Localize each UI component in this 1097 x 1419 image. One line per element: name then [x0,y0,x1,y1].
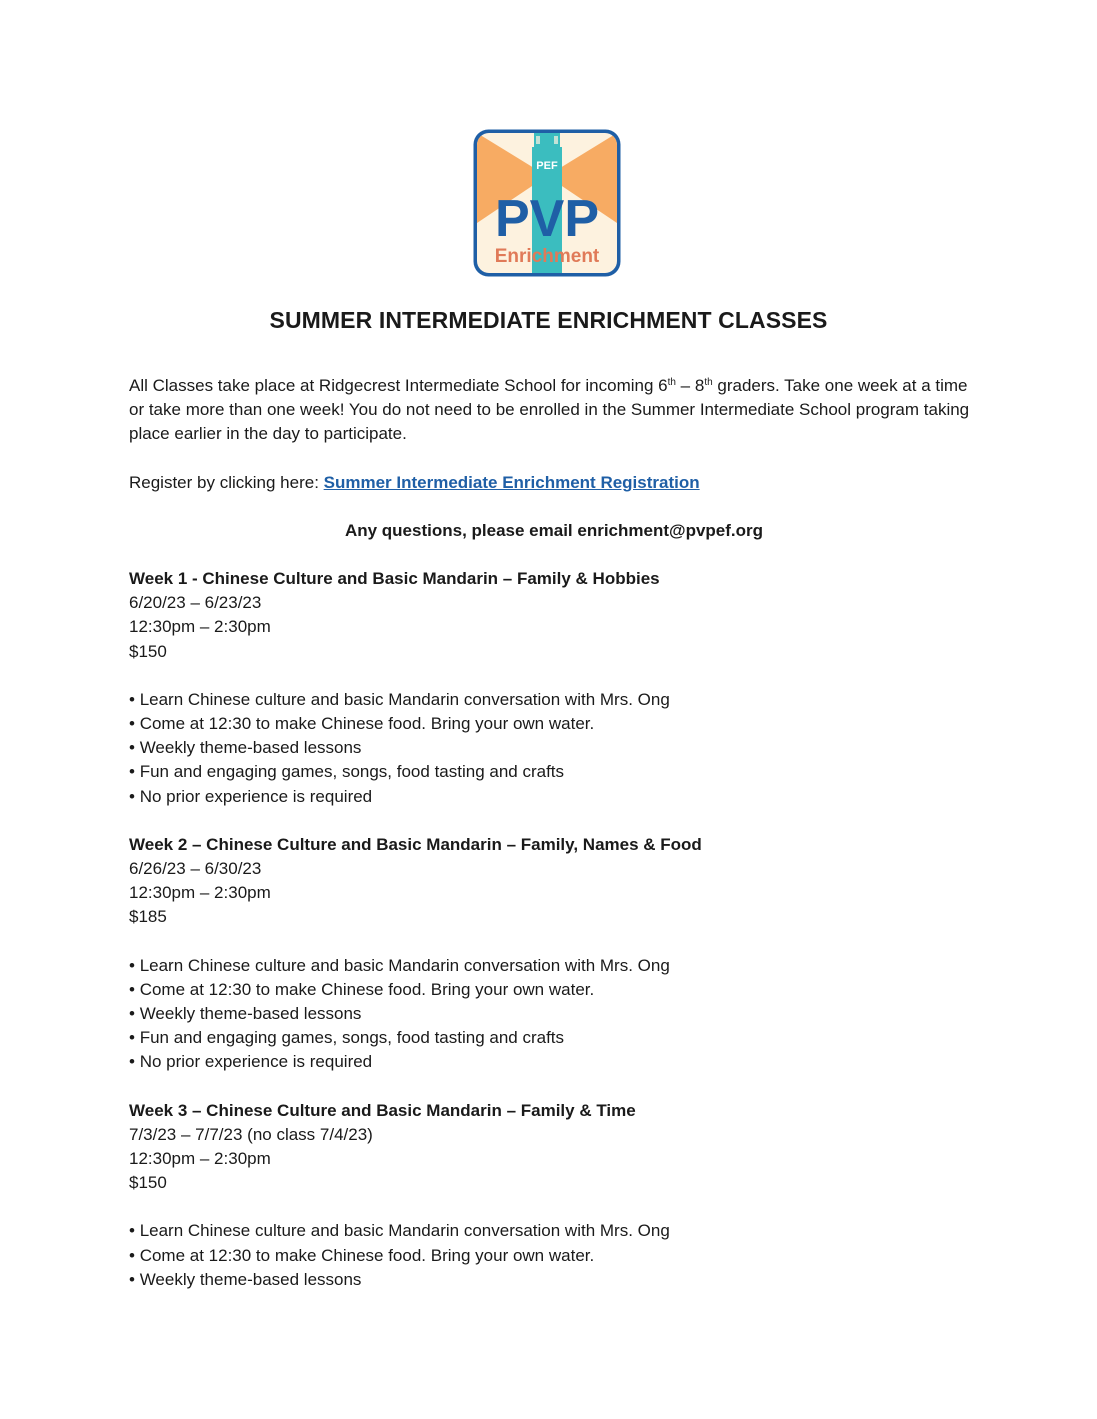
intro-paragraph: All Classes take place at Ridgecrest Intermediate School for incoming 6th – 8th graders. Take one week at a time or take more than one week! You do not need to be enrolled in the Summer Intermediate School program taking place earlier in the day to participate. [129,376,970,444]
list-item: • Weekly theme-based lessons [129,736,979,760]
week-2-section [129,833,979,1075]
week-time: 12:30pm – 2:30pm [129,883,271,903]
week-price: $150 [129,641,167,661]
week-dates: 6/20/23 – 6/23/23 [129,593,262,613]
week-1-section [129,567,979,809]
contact-line: Any questions, please email enrichment@pvpef.org [344,520,764,540]
registration-link[interactable]: Summer Intermediate Enrichment Registration [323,472,700,492]
week-title: Week 1 - Chinese Culture and Basic Mandarin – Family & Hobbies [129,569,660,589]
document-body [129,374,979,1292]
list-item: • Learn Chinese culture and basic Mandarin conversation with Mrs. Ong [129,1219,979,1243]
list-item: • No prior experience is required [129,1050,979,1074]
week-dates: 7/3/23 – 7/7/23 (no class 7/4/23) [129,1124,373,1144]
list-item: • Fun and engaging games, songs, food tasting and crafts [129,1026,979,1050]
week-title: Week 3 – Chinese Culture and Basic Mandarin – Family & Time [129,1100,636,1120]
pvp-enrichment-logo [472,128,622,278]
logo-sub-text: Enrichment [494,246,600,267]
week-bullets [129,954,979,1075]
week-title: Week 2 – Chinese Culture and Basic Mandarin – Family, Names & Food [129,834,702,854]
week-price: $150 [129,1173,167,1193]
list-item: • Weekly theme-based lessons [129,1002,979,1026]
week-bullets [129,1219,979,1292]
list-item: • Weekly theme-based lessons [129,1268,979,1292]
register-line [129,471,979,495]
logo-small-text: PEF [536,160,558,172]
week-time: 12:30pm – 2:30pm [129,1149,271,1169]
list-item: • No prior experience is required [129,785,979,809]
week-time: 12:30pm – 2:30pm [129,617,271,637]
list-item: • Come at 12:30 to make Chinese food. Bring your own water. [129,712,979,736]
list-item: • Come at 12:30 to make Chinese food. Bring your own water. [129,978,979,1002]
week-bullets [129,688,979,809]
logo-main-text: PVP [494,190,600,248]
list-item: • Learn Chinese culture and basic Mandarin conversation with Mrs. Ong [129,954,979,978]
week-dates: 6/26/23 – 6/30/23 [129,859,262,879]
list-item: • Come at 12:30 to make Chinese food. Bring your own water. [129,1244,979,1268]
week-3-section [129,1099,979,1292]
list-item: • Learn Chinese culture and basic Mandarin conversation with Mrs. Ong [129,688,979,712]
register-label: Register by clicking here: [129,472,324,492]
week-price: $185 [129,907,167,927]
page-title: SUMMER INTERMEDIATE ENRICHMENT CLASSES [269,307,828,333]
list-item: • Fun and engaging games, songs, food tasting and crafts [129,760,979,784]
